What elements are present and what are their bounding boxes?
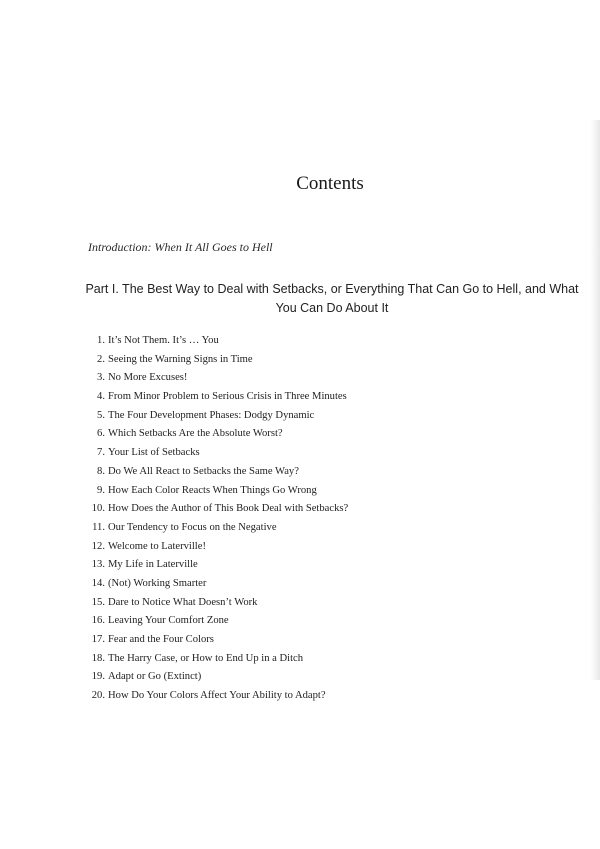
toc-chapter-item[interactable] <box>86 594 348 613</box>
toc-chapter-number: 1. <box>97 335 105 346</box>
toc-chapter-number: 8. <box>97 465 105 477</box>
toc-chapter-title: How Does the Author of This Book Deal with Setbacks? <box>108 503 349 515</box>
toc-chapter-item[interactable] <box>86 519 348 538</box>
toc-chapter-number: 5. <box>97 409 105 421</box>
toc-chapter-item[interactable] <box>86 687 348 706</box>
toc-chapter-number: 2. <box>97 353 105 365</box>
toc-chapter-number: 6. <box>97 428 105 440</box>
toc-chapter-title: It’s Not Them. It’s … You <box>108 335 219 346</box>
toc-chapter-number: 15. <box>91 596 105 608</box>
toc-chapter-item[interactable] <box>86 612 348 631</box>
toc-chapter-title: Which Setbacks Are the Absolute Worst? <box>108 428 283 440</box>
toc-chapter-item[interactable] <box>86 351 348 370</box>
toc-chapter-list <box>86 332 348 706</box>
toc-chapter-item[interactable] <box>86 575 348 594</box>
toc-chapter-item[interactable] <box>86 444 348 463</box>
toc-chapter-title: The Four Development Phases: Dodgy Dynamic <box>108 409 315 421</box>
toc-chapter-item[interactable] <box>86 556 348 575</box>
toc-chapter-number: 19. <box>91 671 105 683</box>
toc-chapter-title: How Each Color Reacts When Things Go Wrong <box>108 484 317 496</box>
toc-chapter-item[interactable] <box>86 407 348 426</box>
toc-chapter-item[interactable] <box>86 538 348 557</box>
toc-chapter-number: 9. <box>97 484 105 496</box>
toc-chapter-number: 10. <box>91 503 105 515</box>
toc-chapter-title: Do We All React to Setbacks the Same Way? <box>108 465 299 477</box>
toc-chapter-title: Seeing the Warning Signs in Time <box>108 353 253 365</box>
toc-chapter-item[interactable] <box>86 425 348 444</box>
toc-chapter-number: 18. <box>91 652 105 664</box>
toc-chapter-number: 20. <box>91 690 105 702</box>
toc-chapter-title: From Minor Problem to Serious Crisis in Three Minutes <box>108 391 347 403</box>
toc-chapter-title: The Harry Case, or How to End Up in a Ditch <box>108 652 304 664</box>
toc-chapter-item[interactable] <box>86 631 348 650</box>
toc-chapter-title: My Life in Laterville <box>108 559 198 571</box>
toc-introduction-link[interactable]: Introduction: When It All Goes to Hell <box>88 240 273 254</box>
toc-chapter-number: 17. <box>91 634 105 645</box>
toc-chapter-title: How Do Your Colors Affect Your Ability to Adapt? <box>108 690 326 702</box>
toc-chapter-item[interactable] <box>86 500 348 519</box>
toc-chapter-number: 11. <box>92 521 105 533</box>
toc-chapter-item[interactable] <box>86 388 348 407</box>
toc-chapter-number: 12. <box>91 540 105 552</box>
toc-chapter-item[interactable] <box>86 668 348 687</box>
toc-chapter-title: No More Excuses! <box>108 372 188 384</box>
toc-chapter-title: Fear and the Four Colors <box>108 634 214 645</box>
toc-chapter-title: Your List of Setbacks <box>108 447 200 459</box>
toc-chapter-item[interactable] <box>86 463 348 482</box>
page-title: Contents <box>296 173 364 194</box>
toc-chapter-item[interactable] <box>86 482 348 501</box>
toc-chapter-title: Leaving Your Comfort Zone <box>108 615 229 627</box>
toc-chapter-number: 16. <box>91 615 105 627</box>
toc-chapter-item[interactable] <box>86 332 348 351</box>
toc-chapter-title: (Not) Working Smarter <box>108 577 207 589</box>
toc-chapter-number: 3. <box>97 372 105 384</box>
toc-chapter-number: 14. <box>91 577 105 589</box>
toc-chapter-item[interactable] <box>86 369 348 388</box>
toc-chapter-number: 4. <box>97 391 105 403</box>
part-heading: Part I. The Best Way to Deal with Setbacks, or Everything That Can Go to Hell, and What You Can Do About It <box>85 282 579 315</box>
toc-chapter-number: 7. <box>97 447 105 459</box>
toc-chapter-title: Our Tendency to Focus on the Negative <box>108 521 277 533</box>
toc-chapter-title: Welcome to Laterville! <box>108 540 206 552</box>
toc-chapter-title: Dare to Notice What Doesn’t Work <box>108 596 258 608</box>
toc-chapter-title: Adapt or Go (Extinct) <box>108 671 202 683</box>
toc-chapter-number: 13. <box>91 559 105 571</box>
toc-chapter-item[interactable] <box>86 650 348 669</box>
page-edge-shadow <box>590 120 600 680</box>
